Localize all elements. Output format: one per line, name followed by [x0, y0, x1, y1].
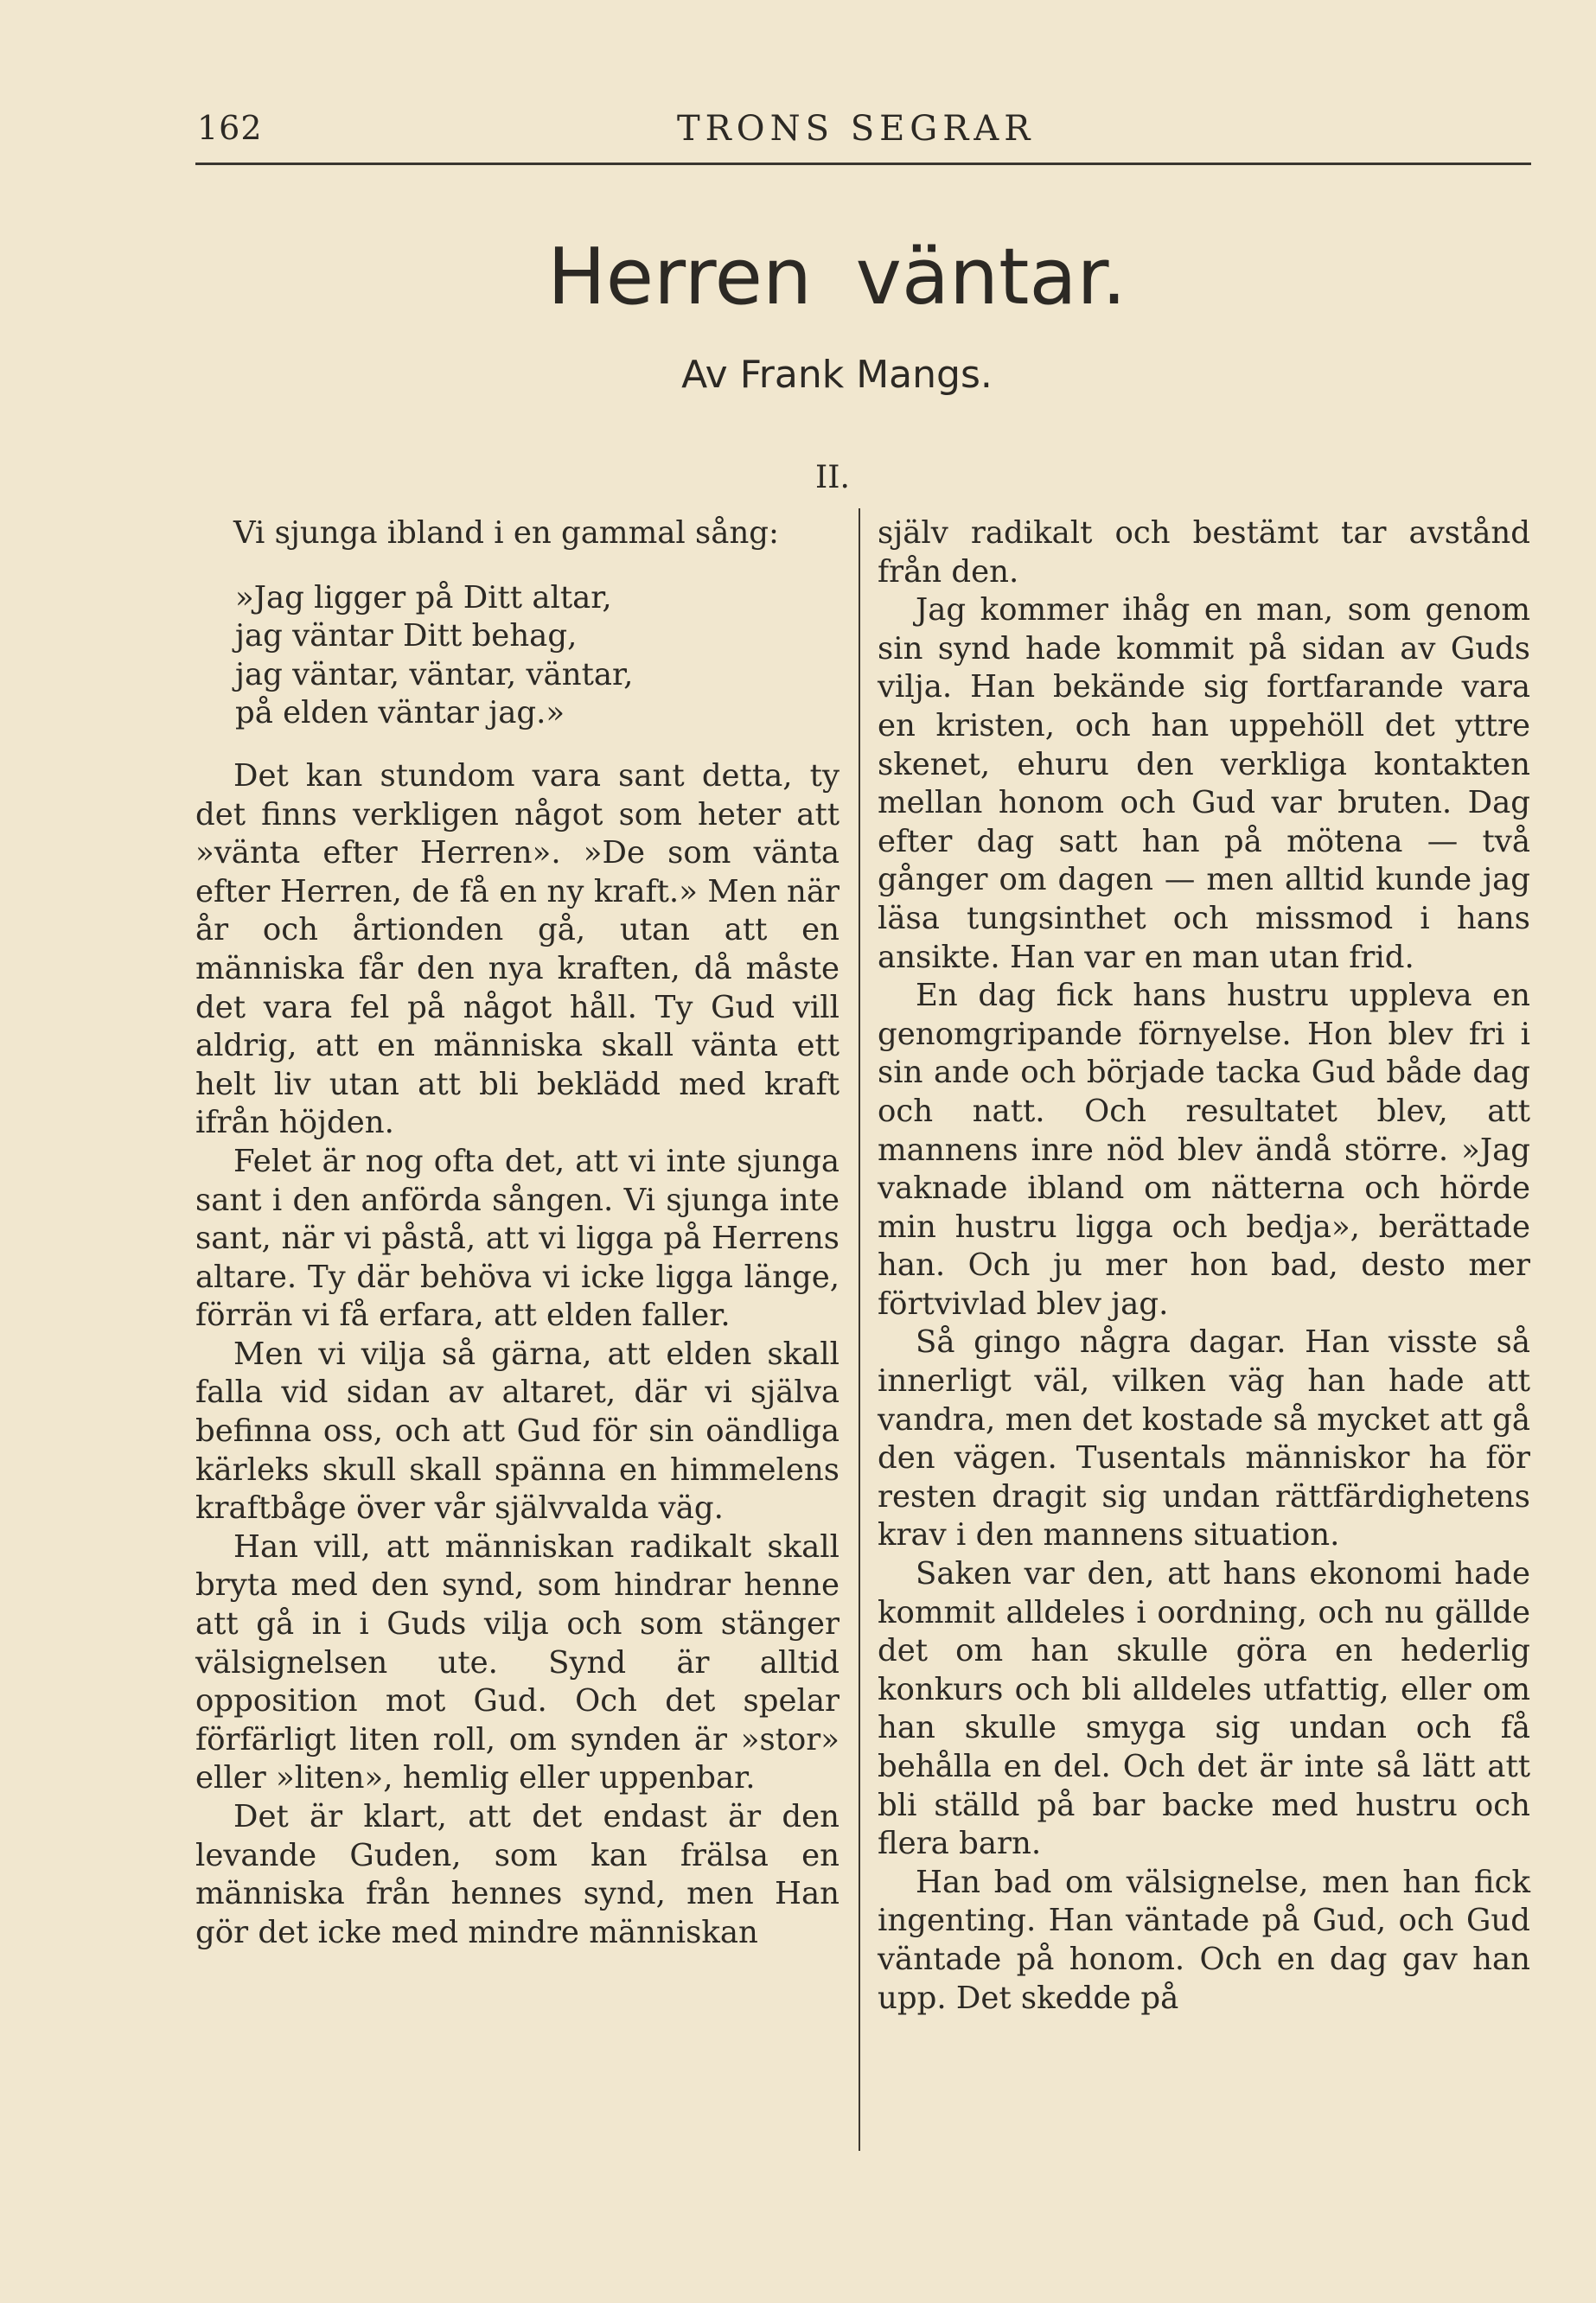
verse-line: jag väntar Ditt behag, — [235, 618, 578, 654]
article-byline: Av Frank Mangs. — [681, 353, 993, 397]
body-paragraph: själv radikalt och bestämt tar avstånd från den. — [878, 515, 1530, 590]
column-divider — [859, 508, 860, 2151]
page-number: 162 — [197, 109, 263, 147]
left-column — [195, 514, 839, 1952]
verse-line: på elden väntar jag.» — [235, 695, 565, 731]
body-paragraph: Jag kommer ihåg en man, som genom sin synd hade kommit på sidan av Guds vilja. Han bekände sig fortfarande vara en kristen, och han uppehöll det yttre skenet, ehuru den verkliga kontakten mellan honom och Gud var bruten. Dag efter dag satt han på mötena — två gånger om dagen — men alltid kunde jag läsa tungsinthet och missmod i hans ansikte. Han var en man utan frid. — [878, 592, 1530, 975]
verse-line: jag väntar, väntar, väntar, — [235, 656, 634, 692]
body-paragraph: Det är klart, att det endast är den levande Guden, som kan frälsa en människa från hennes synd, men Han gör det icke med mindre människan — [195, 1799, 839, 1950]
body-paragraph: Så gingo några dagar. Han visste så innerligt väl, vilken väg han hade att vandra, men det kostade så mycket att gå den vägen. Tusentals människor ha för resten dragit sig undan rättfärdighetens krav i den mannens situation. — [878, 1324, 1530, 1553]
body-paragraph: Men vi vilja så gärna, att elden skall falla vid sidan av altaret, där vi själva befinna oss, och att Gud för sin oändliga kärleks skull skall spänna en himmelens kraftbåge över vår självvalda väg. — [195, 1336, 839, 1527]
body-paragraph: Felet är nog ofta det, att vi inte sjunga sant i den anförda sången. Vi sjunga inte sant, när vi påstå, att vi ligga på Herrens altare. Ty där behöva vi icke ligga länge, förrän vi få erfara, att elden faller. — [195, 1143, 839, 1334]
hymn-verse — [235, 579, 839, 733]
body-paragraph: Han bad om välsignelse, men han fick ingenting. Han väntade på Gud, och Gud väntade på honom. Och en dag gav han upp. Det skedde på — [878, 1864, 1530, 2016]
running-title: TRONS SEGRAR — [677, 109, 1036, 149]
header-rule — [195, 163, 1531, 165]
body-paragraph: Det kan stundom vara sant detta, ty det finns verkligen något som heter att »vänta efter Herren». »De som vänta efter Herren, de få en ny kraft.» Men när år och årtionden gå, utan att en människa får den nya kraften, då måste det vara fel på något håll. Ty Gud vill aldrig, att en människa skall vänta ett helt liv utan att bli beklädd med kraft ifrån höjden. — [195, 757, 839, 1141]
body-paragraph: Saken var den, att hans ekonomi hade kommit alldeles i oordning, och nu gällde det om han skulle göra en hederlig konkurs och bli alldeles utfattig, eller om han skulle smyga sig undan och få behålla en del. Och det är inte så lätt att bli ställd på bar backe med hustru och flera barn. — [878, 1556, 1530, 1862]
body-paragraph: En dag fick hans hustru uppleva en genomgripande förnyelse. Hon blev fri i sin ande och började tacka Gud både dag och natt. Och resultatet blev, att mannens inre nöd blev ändå större. »Jag vaknade ibland om nätterna och hörde min hustru ligga och bedja», berättade han. Och ju mer hon bad, desto mer förtvivlad blev jag. — [878, 978, 1530, 1322]
verse-line: »Jag ligger på Ditt altar, — [235, 579, 612, 616]
intro-paragraph: Vi sjunga ibland i en gammal sång: — [233, 515, 779, 551]
right-column — [878, 514, 1530, 2018]
part-number: II. — [815, 460, 850, 495]
article-title: Herren väntar. — [547, 232, 1127, 322]
body-paragraph: Han vill, att människan radikalt skall bryta med den synd, som hindrar henne att gå in i Guds vilja och som stänger välsignelsen ute. Synd är alltid opposition mot Gud. Och det spelar förfärligt liten roll, om synden är »stor» eller »liten», hemlig eller uppenbar. — [195, 1528, 839, 1796]
